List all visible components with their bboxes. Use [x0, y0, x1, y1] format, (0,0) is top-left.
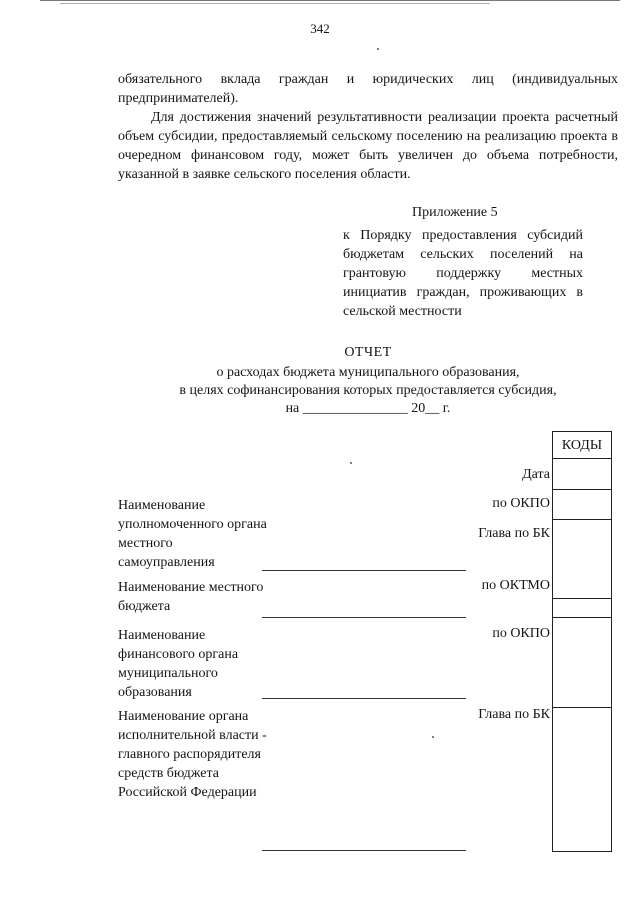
code-cell-glava-bk-1[interactable] — [553, 519, 611, 599]
report-date-line: на _______________ 20__ г. — [285, 401, 451, 416]
page-number: 342 — [310, 21, 330, 36]
code-cell-okpo-2[interactable] — [553, 617, 611, 708]
top-border-inner — [60, 3, 490, 4]
fill-line-financial-body[interactable] — [262, 698, 466, 699]
scan-speck — [377, 48, 379, 50]
fill-line-authorized-body[interactable] — [262, 570, 466, 571]
label-okpo-2: по ОКПО — [492, 626, 550, 641]
codes-column — [552, 459, 612, 852]
label-glava-bk-2: Глава по БК — [478, 707, 550, 722]
label-okpo-1: по ОКПО — [492, 496, 550, 511]
paragraph-1: обязательного вклада граждан и юридических лиц (индивидуальных предпринимателей). — [118, 72, 618, 106]
fill-line-executive-body[interactable] — [262, 850, 466, 851]
code-cell-glava-bk-2[interactable] — [553, 707, 611, 852]
label-glava-bk-1: Глава по БК — [478, 526, 550, 541]
code-cell-date[interactable] — [553, 459, 611, 490]
report-subtitle-1: о расходах бюджета муниципального образования, — [216, 365, 520, 380]
label-local-budget: Наименование местного бюджета — [118, 580, 264, 614]
label-financial-body: Наименование финансового органа муниципального образования — [118, 628, 239, 700]
scan-speck — [432, 736, 434, 738]
label-oktmo: по ОКТМО — [481, 578, 550, 593]
appendix-body: к Порядку предоставления субсидий бюджетам сельских поселений на грантовую поддержку местных инициатив граждан, проживающих в сельской местности — [343, 228, 583, 319]
code-cell-okpo-1[interactable] — [553, 489, 611, 520]
label-date: Дата — [522, 467, 550, 482]
label-executive-body: Наименование органа исполнительной власти - главного распорядителя средств бюджета Российской Федерации — [118, 709, 267, 800]
appendix-title: Приложение 5 — [412, 205, 498, 220]
label-authorized-body: Наименование уполномоченного органа местного самоуправления — [118, 498, 267, 570]
report-title: ОТЧЕТ — [344, 345, 392, 360]
scan-speck — [350, 462, 352, 464]
paragraph-2: Для достижения значений результативности реализации проекта расчетный объем субсидии, предоставляемый сельскому поселению на реализацию проекта в очередном финансовом году, может быть увеличен до объема потребности, указанной в заявке сельского поселения области. — [118, 110, 618, 182]
fill-line-local-budget[interactable] — [262, 617, 466, 618]
report-subtitle-2: в целях софинансирования которых предоставляется субсидия, — [179, 383, 557, 398]
codes-header: КОДЫ — [552, 431, 612, 459]
code-cell-oktmo[interactable] — [553, 598, 611, 618]
